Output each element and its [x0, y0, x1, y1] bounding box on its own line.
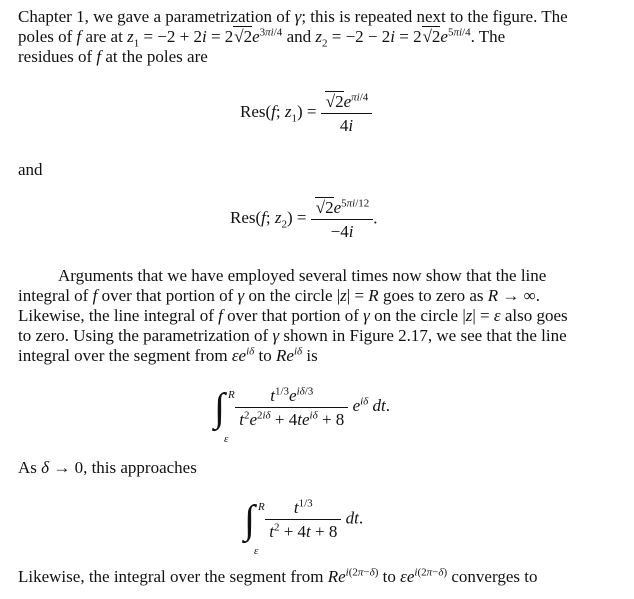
para2-line2: integral of f over that portion of γ on the circle |z| = R goes to zero as R → ∞.	[18, 286, 541, 305]
lower-limit: ε	[254, 545, 259, 557]
last-line: Likewise, the integral over the segment from $Re^{i(2\pi-\delta)}$ to $\varepsilon e^{i(2\pi-\delta)}$ converges to	[18, 566, 538, 586]
upper-limit: R	[228, 389, 235, 401]
para2-line1: Arguments that we have employed several times now show that the line	[58, 266, 547, 285]
para1-line1: Chapter 1, we gave a parametrization of γ; this is repeated next to the figure. The	[18, 7, 568, 26]
equation-res-z1: Res(f; $z_1$) = $\frac{√2e^{\pi i/4}}{4i}$	[240, 92, 372, 135]
fraction: $\frac{√2e^{5\pi i/12}}{-4i}$	[311, 198, 374, 241]
and-word: and	[18, 160, 43, 179]
fraction: $\frac{√2e^{\pi i/4}}{4i}$	[321, 92, 373, 135]
equation-res-z2: Res(f; $z_2$) = $\frac{√2e^{5\pi i/12}}{-4i}$ .	[230, 197, 378, 241]
para2-line4: to zero. Using the parametrization of γ shown in Figure 2.17, we see that the line	[18, 326, 567, 345]
equation-integral-limit: ∫ R ε $\frac{t^{1/3}}{t^2 + 4t + 8}$ dt.	[244, 498, 363, 558]
fraction: $\frac{t^{1/3}}{t^2 + 4t + 8}$	[265, 498, 341, 541]
upper-limit: R	[258, 501, 265, 513]
equation-integral-delta: ∫ R ε $\frac{t^{1/3}e^{i\delta/3}}{t^2e^{2i\delta} + 4te^{i\delta} + 8}$ $e^{i\delta}$ dt.	[214, 386, 390, 446]
fraction: $\frac{t^{1/3}e^{i\delta/3}}{t^2e^{2i\delta} + 4te^{i\delta} + 8}$	[235, 386, 348, 429]
integral-sign: ∫	[244, 496, 255, 542]
para1-line3: residues of f at the poles are	[18, 47, 208, 66]
as-delta-line: As δ → 0, this approaches	[18, 458, 197, 477]
para1-line2: poles of f are at $z_1 = -2 + 2i = 2√2e^{3\pi i/4}$ and $z_2 = -2 - 2i = 2√2e^{5\pi i/4}$. The	[18, 26, 506, 50]
lower-limit: ε	[224, 433, 229, 445]
integral-sign: ∫	[214, 384, 225, 430]
para2-line3: Likewise, the line integral of f over that portion of γ on the circle |z| = ε also goes	[18, 306, 568, 325]
para2-line5: integral over the segment from $\varepsilon e^{i\delta}$ to $Re^{i\delta}$ is	[18, 345, 318, 365]
